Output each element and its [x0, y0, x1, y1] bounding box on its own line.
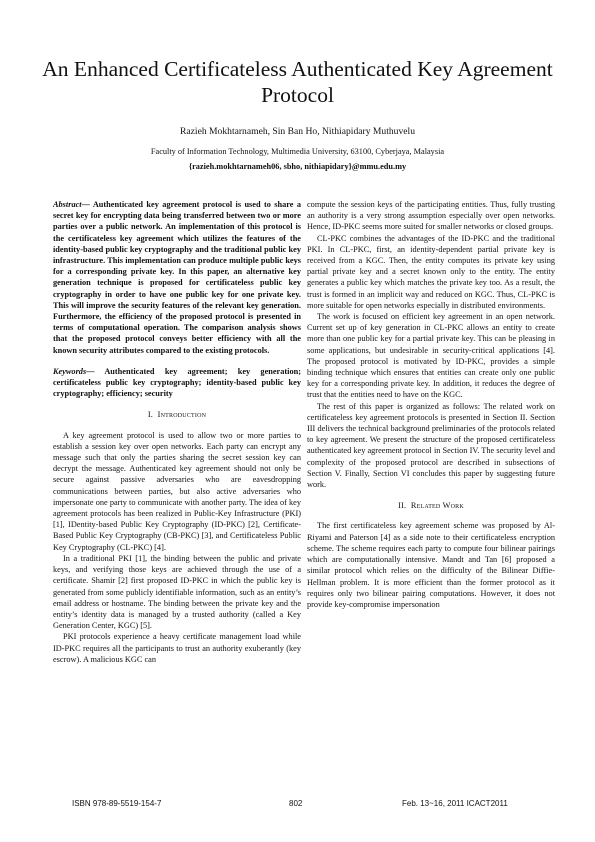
body-paragraph: CL-PKC combines the advantages of the ID-PKC and the traditional PKI. In CL-PKC, first, an identity-dependent partial private key is received from a KGC. Then, the entity computes its private key using partial private key and a secret known only to the entity. The entity generates a public key which matches the private key too. As a result, the trust is formed in an implicit way and reduced on KGC. Thus, CL-PKC is more suitable for open networks especially in distributed environments. [307, 233, 555, 310]
keywords-text: Authenticated key agreement; key generation; certificateless public key cryptography; identity-based public key cryptography; efficiency; security [53, 366, 301, 399]
section-title: Related Work [410, 501, 464, 511]
abstract-label: Abstract [53, 200, 82, 209]
footer-conference: Feb. 13~16, 2011 ICACT2011 [402, 799, 508, 808]
right-column [307, 199, 555, 610]
author-list: Razieh Mokhtarnameh, Sin Ban Ho, Nithiapidary Muthuvelu [179, 126, 415, 137]
body-paragraph: The work is focused on efficient key agreement in an open network. Current set up of key generation in CL-PKC allows an entity to create more than one public key for a partial private key. This can be pleasing in some applications, but undesirable in security-critical applications [4]. The proposed protocol is motivated by ID-PKC, provides a simple binding technique which ensures that entities can create only one public key for a corresponding private key. In addition, it reduces the degree of trust that the entities need to have on the KGC. [307, 312, 555, 400]
footer-page-number: 802 [289, 799, 303, 808]
paper-title: An Enhanced Certificateless Authenticated Key Agreement Protocol [42, 57, 553, 107]
keywords-dash: — [86, 366, 105, 376]
section-number: I. [147, 410, 154, 420]
related-work-paragraph: The first certificateless key agreement scheme was proposed by Al-Riyami and Paterson [4] as a side note to their certificateless encryption scheme. The scheme requires each party to compute four bilinear pairings which are computationally intensive. Mandt and Tan [6] proposed a similar protocol which relies on the difficulty of the Bilinear Diffie-Hellman problem. It is more efficient than the former protocol as it requires only two bilinear pairing computations. However, it does not provide key-compromise impersonation [307, 521, 555, 609]
intro-paragraph: In a traditional PKI [1], the binding between the public and private keys, and verifying those keys are achieved through the use of a certificate. Shamir [2] first proposed ID-PKC in which the public key is generated from some publicly identifiable information, such as an entity’s email address or hostname. The binding between the private key and the entity’s identity data is managed by a trusted authority (called a Key Generation Center, KGC) [5]. [53, 553, 301, 631]
intro-paragraph: PKI protocols experience a heavy certificate management load while ID-PKC requires all the participants to trust an authority exuberantly (key escrow). A malicious KGC can [53, 632, 301, 664]
abstract-dash: — [81, 200, 93, 209]
left-column [53, 199, 301, 665]
affiliation: Faculty of Information Technology, Multimedia University, 63100, Cyberjaya, Malaysia [150, 147, 445, 156]
section-heading-related-work [307, 500, 555, 511]
keywords [53, 366, 301, 400]
abstract-text: Authenticated key agreement protocol is used to share a secret key for encrypting data being transferred between two or more parties over a public network. An implementation of this protocol is the certificateless key agreement which utilizes the features of the identity-based public key cryptography and the traditional public key infrastructure. This implementation can produce multiple public keys for a corresponding private key. In this paper, an alternative key generation technique is proposed for certificateless public key cryptography in order to have one public key for one private key. This will improve the security features of the relevant key generation. Furthermore, the efficiency of the proposed protocol is presented in terms of computational operation. The comparison analysis shows that the proposed protocol conveys better efficiency with all the known security attributes compared to the existing protocols. [53, 200, 301, 355]
author-emails: {razieh.mokhtarnameh06, sbho, nithiapidary}@mmu.edu.my [188, 162, 407, 171]
section-heading-introduction [53, 409, 301, 420]
body-paragraph: compute the session keys of the participating entities. Thus, fully trusting an authority is a very strong assumption especially over open networks. Hence, ID-PKC seems more suited for smaller networks or closed groups. [307, 200, 555, 232]
abstract [53, 199, 301, 356]
body-paragraph: The rest of this paper is organized as follows: The related work on certificateless key agreement protocols is presented in Section II. Section III delivers the technical background preliminaries of the protocols related to key agreement. We present the structure of the proposed certificateless authenticated key agreement protocol in Section IV. The security level and complexity of the proposed protocol are described in subsections of Section V. Finally, Section VI concludes this paper by suggesting future work. [307, 401, 555, 490]
footer-isbn: ISBN 978-89-5519-154-7 [72, 799, 162, 808]
section-title: Introduction [157, 410, 207, 420]
keywords-label: Keywords [53, 366, 87, 376]
section-number: II. [398, 501, 407, 511]
intro-paragraph: A key agreement protocol is used to allow two or more parties to establish a session key over open networks. Each party can encrypt any message such that only the parties sharing the secret session key can decrypt the message. Authenticated key agreement should not only be secure against passive adversaries who are eavesdropping communications between parties, but also active adversaries who impersonate one party to communicate with another party. The idea of key agreement protocols has been realized in Public-Key Infrastructure (PKI) [1], IDentity-based Public Key Cryptography (ID-PKC) [2], Certificate-Based Public Key Cryptography (CB-PKC) [3], and Certificateless Public Key Cryptography (CL-PKC) [4]. [53, 430, 301, 552]
